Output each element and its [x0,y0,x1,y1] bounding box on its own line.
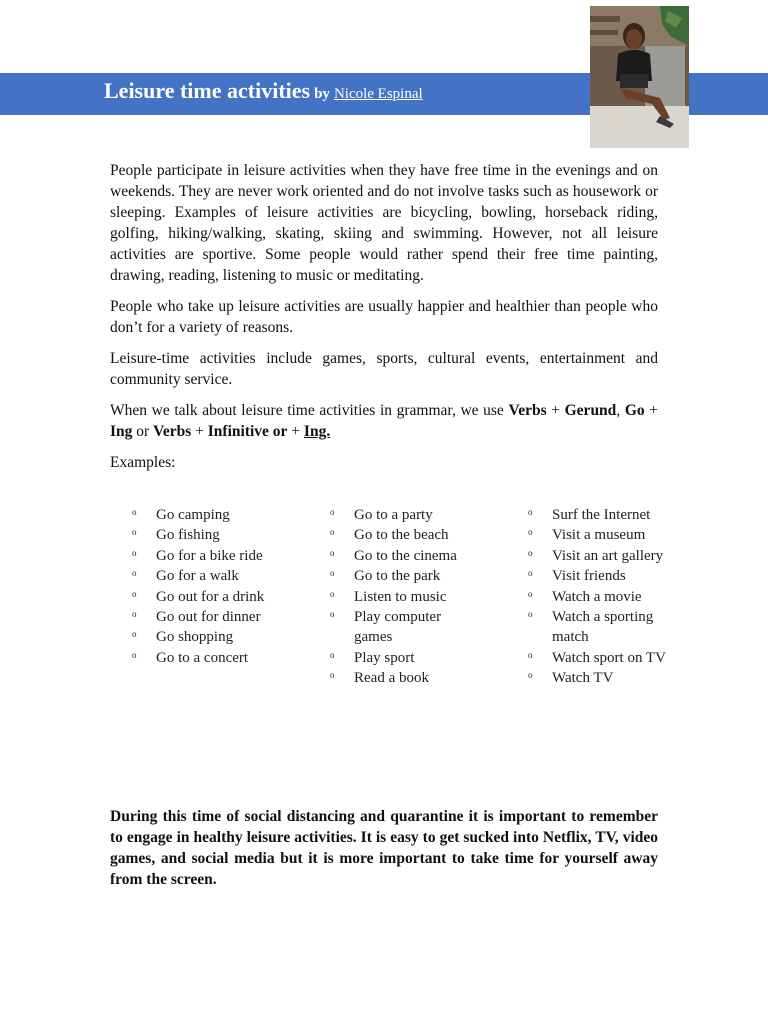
p4-ing-2: Ing. [303,423,331,440]
examples-column-1 [128,505,278,668]
list-item: o Go shopping [128,627,278,647]
list-item: o Go to the park [326,566,476,586]
list-item: o Read a book [326,668,476,688]
examples-column-3 [524,505,674,689]
p4-go: Go [624,402,645,419]
article-body [110,160,658,483]
list-item: o Go for a bike ride [128,546,278,566]
p4-verbs-2: Verbs [153,423,192,440]
p4-comma: , [616,402,625,419]
examples-list-2 [326,505,476,689]
paragraph-3: Leisure-time activities include games, sports, cultural events, entertainment and community service. [110,350,658,388]
examples-list-1 [128,505,278,668]
p4-gerund: Gerund [564,402,617,419]
list-item: o Surf the Internet [524,505,674,525]
p4-verbs-1: Verbs [508,402,547,419]
list-item: o Go camping [128,505,278,525]
list-item: o Go out for dinner [128,607,278,627]
title-text: Leisure time activities [104,78,311,103]
list-item: o Go to the beach [326,525,476,545]
list-item: o Visit a museum [524,525,674,545]
by-label: by [314,86,330,102]
examples-column-2 [326,505,476,689]
author-link[interactable]: Nicole Espinal [333,86,423,102]
paragraph-1: People participate in leisure activities when they have free time in the evenings and on weekends. They are never work oriented and do not involve tasks such as housework or sleeping. Examples of leisure activities are bicycling, bowling, horseback riding, golfing, hiking/walking, skating, skiing and swimming. However, not all leisure activities are sportive. Some people would rather spend their free time painting, drawing, reading, listening to music or meditating. [110,162,658,284]
list-item: o Go out for a drink [128,587,278,607]
list-item: o Visit friends [524,566,674,586]
list-item: o Watch TV [524,668,674,688]
document-title [104,78,423,104]
paragraph-4 [110,400,658,442]
p4-plus-1: + [546,402,565,419]
list-item: o Watch a movie [524,587,674,607]
list-item: o Go fishing [128,525,278,545]
p4-or: or [132,423,154,440]
list-item: o Go to the cinema [326,546,476,566]
p4-plus-2: + [644,402,658,419]
list-item: o Listen to music [326,587,476,607]
examples-list-3 [524,505,674,689]
p4-text-a: When we talk about leisure time activities in grammar, we use [110,402,509,419]
list-item: o Play sport [326,648,476,668]
examples-label: Examples: [110,454,176,471]
list-item: o Go to a concert [128,648,278,668]
list-item: o Go for a walk [128,566,278,586]
paragraph-2: People who take up leisure activities are usually happier and healthier than people who don’t for a variety of reasons. [110,298,658,336]
list-item: o Watch a sporting match [524,607,674,648]
p4-plus-3: + [191,423,208,440]
list-item: o Watch sport on TV [524,648,674,668]
p4-infinitive: Infinitive or [207,423,288,440]
p4-plus-4: + [287,423,304,440]
list-item: o Play computer games [326,607,476,648]
list-item: o Go to a party [326,505,476,525]
p4-ing-1: Ing [110,423,133,440]
author-photo [590,6,689,148]
closing-paragraph: During this time of social distancing and quarantine it is important to remember to engage in healthy leisure activities. It is easy to get sucked into Netflix, TV, video games, and social media but it is more important to take time for yourself away from the screen. [110,807,658,888]
list-item: o Visit an art gallery [524,546,674,566]
